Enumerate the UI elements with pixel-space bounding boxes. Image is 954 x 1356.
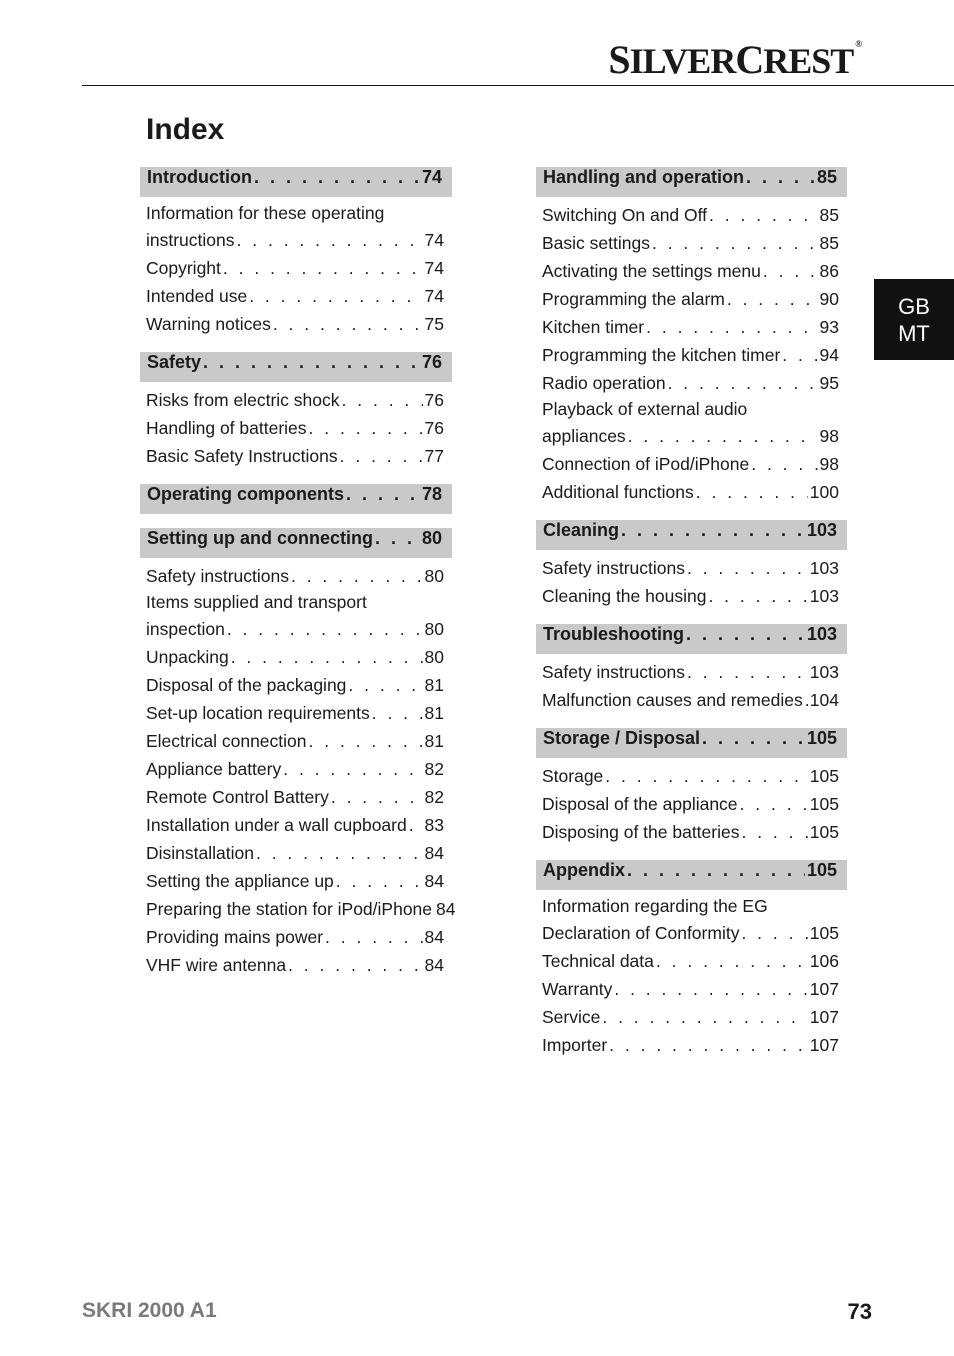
entry-text: Unpacking [146,647,229,667]
entry-text: Basic settings [542,233,650,253]
leader-dots [805,686,808,714]
brand-text: REST [763,41,854,81]
entry-page: 95 [819,373,839,393]
section-heading [140,528,452,558]
leader-dots [602,1003,807,1031]
entry-text: inspection [146,619,225,639]
leader-dots [746,167,815,188]
entry-text: Programming the alarm [542,289,725,309]
entry-row [542,554,839,582]
section-title: Operating components [147,484,345,504]
entry-page: 98 [819,426,839,446]
leader-dots [342,386,423,414]
entry-text: Programming the kitchen timer [542,345,781,365]
index-entry [146,201,444,254]
entry-row [146,923,444,951]
entry-list [140,197,452,338]
entry-page: 82 [424,759,444,779]
entry-page: 75 [424,314,444,334]
entry-list [140,382,452,470]
index-entry [542,313,839,341]
leader-dots [687,658,808,686]
index-entry [542,975,839,1003]
entry-text: Radio operation [542,373,666,393]
entry-page: 104 [809,690,839,710]
entry-text: Declaration of Conformity [542,923,740,943]
entry-text: Remote Control Battery [146,787,329,807]
entry-page: 84 [436,899,456,919]
entry-text: Setting the appliance up [146,871,334,891]
leader-dots [605,762,808,790]
leader-dots [614,975,807,1003]
registered-mark: ® [855,39,862,49]
index-entry [146,923,444,951]
entry-page: 107 [809,1035,839,1055]
leader-dots [336,867,423,895]
index-entry [146,727,444,755]
section-title: Troubleshooting [543,624,684,644]
entry-row [146,226,444,254]
section-title: Setting up and connecting [147,528,373,548]
entry-text: Handling of batteries [146,418,307,438]
index-entry [146,442,444,470]
entry-text-line: Items supplied and transport [146,592,367,612]
entry-text: Safety instructions [146,566,289,586]
entry-text: Basic Safety Instructions [146,446,338,466]
index-entry [146,783,444,811]
leader-dots [309,414,423,442]
entry-row [542,919,839,947]
entry-text: Importer [542,1035,608,1055]
leader-dots [702,728,805,749]
entry-row [146,839,444,867]
entry-text: Copyright [146,258,221,278]
leader-dots [348,671,422,699]
leader-dots [751,450,817,478]
entry-page: 86 [819,261,839,281]
entry-page: 107 [809,1007,839,1027]
entry-row [542,341,839,369]
index-entry [542,478,839,506]
leader-dots [203,352,420,373]
leader-dots [223,254,423,282]
entry-text: Providing mains power [146,927,324,947]
entry-row [146,386,444,414]
entry-text: Disposing of the batteries [542,822,740,842]
footer-model: SKRI 2000 A1 [82,1299,217,1322]
entry-row [146,727,444,755]
index-section [140,484,452,514]
entry-page: 84 [424,955,444,975]
section-page: 78 [421,484,442,504]
entry-row [542,1003,839,1031]
entry-text: appliances [542,426,626,446]
entry-page: 85 [819,205,839,225]
entry-row [542,285,839,313]
section-page: 103 [806,624,837,644]
section-page: 76 [421,352,442,372]
entry-page: 105 [809,794,839,814]
index-entry [542,1031,839,1059]
entry-page: 106 [809,951,839,971]
section-page: 80 [421,528,442,548]
entry-text: Technical data [542,951,654,971]
index-entry [542,947,839,975]
section-heading [536,728,847,758]
index-entry [542,762,839,790]
entry-text-line: Information for these operating [146,203,385,223]
index-entry [146,951,444,979]
entry-page: 84 [424,843,444,863]
entry-page: 85 [819,233,839,253]
index-section [140,167,452,338]
index-entry [542,790,839,818]
leader-dots [696,478,808,506]
section-title: Appendix [543,860,626,880]
index-entry [542,554,839,582]
entry-row [542,201,839,229]
entry-page: 103 [809,662,839,682]
entry-page: 81 [424,731,444,751]
leader-dots [627,860,805,881]
index-entry [542,450,839,478]
entry-row [542,947,839,975]
entry-row [146,895,456,923]
leader-dots [708,582,807,610]
index-entry [542,818,839,846]
entry-row [542,975,839,1003]
entry-text: Storage [542,766,604,786]
entry-text: Activating the settings menu [542,261,761,281]
index-entry [146,590,444,643]
index-entry [542,369,839,397]
entry-row [542,369,839,397]
entry-list [536,758,847,846]
index-entry [146,671,444,699]
section-page: 103 [806,520,837,540]
index-entry [146,282,444,310]
section-heading [536,624,847,654]
index-section [536,167,847,506]
entry-row [146,254,444,282]
index-entry [542,894,839,947]
index-column-right [536,167,847,1073]
entry-page: 98 [819,454,839,474]
leader-dots [621,520,805,541]
entry-text: Appliance battery [146,759,282,779]
entry-row [542,313,839,341]
entry-text: Cleaning the housing [542,586,707,606]
entry-page: 105 [809,923,839,943]
section-heading [536,860,847,890]
index-entry [146,895,456,923]
entry-text-line: Playback of external audio [542,399,748,419]
leader-dots [340,442,423,470]
entry-page: 80 [424,566,444,586]
entry-row [542,422,839,450]
leader-dots [740,790,808,818]
index-entry [542,229,839,257]
entry-page: 105 [809,766,839,786]
entry-row [146,867,444,895]
entry-text: Switching On and Off [542,205,708,225]
entry-text: Additional functions [542,482,694,502]
leader-dots [763,257,818,285]
entry-list [536,654,847,714]
entry-row [146,615,444,643]
entry-row [542,790,839,818]
entry-row [542,762,839,790]
entry-row [146,951,444,979]
section-title: Handling and operation [543,167,744,187]
entry-page: 81 [424,675,444,695]
brand-letter: C [735,37,764,82]
leader-dots [652,229,818,257]
leader-dots [283,755,422,783]
entry-page: 74 [424,286,444,306]
entry-text: Preparing the station for iPod/iPhone [146,899,433,919]
entry-text: Safety instructions [542,558,685,578]
entry-page: 74 [424,230,444,250]
leader-dots [409,811,423,839]
index-entry [146,699,444,727]
entry-page: 82 [424,787,444,807]
entry-text: Set-up location requirements [146,703,370,723]
entry-page: 81 [424,703,444,723]
entry-page: 74 [424,258,444,278]
entry-text: Electrical connection [146,731,307,751]
page-title: Index [146,113,225,146]
index-entry [146,386,444,414]
header-rule [82,85,954,86]
index-entry [542,686,839,714]
entry-list [536,197,847,506]
entry-row [146,643,444,671]
entry-row [146,811,444,839]
lang-code: MT [898,320,930,346]
section-title: Cleaning [543,520,620,540]
entry-page: 76 [424,390,444,410]
index-entry [542,341,839,369]
leader-dots [372,699,423,727]
entry-page: 93 [819,317,839,337]
entry-row [542,1031,839,1059]
index-entry [146,562,444,590]
entry-text-line: Information regarding the EG [542,896,768,916]
leader-dots [273,310,423,338]
leader-dots [668,369,818,397]
entry-page: 103 [809,558,839,578]
entry-page: 77 [424,446,444,466]
brand-text: ILVER [629,41,736,81]
entry-text: Installation under a wall cupboard [146,815,407,835]
section-page: 105 [806,860,837,880]
index-section [536,728,847,846]
entry-text: VHF wire antenna [146,955,287,975]
section-title: Storage / Disposal [543,728,701,748]
section-heading [140,484,452,514]
leader-dots [741,919,807,947]
leader-dots [254,167,420,188]
entry-page: 84 [424,927,444,947]
leader-dots [687,554,808,582]
entry-text: Warranty [542,979,613,999]
brand-letter: S [608,37,630,82]
entry-page: 105 [809,822,839,842]
entry-text: Intended use [146,286,248,306]
index-section [140,528,456,979]
entry-list [536,550,847,610]
leader-dots [256,839,423,867]
entry-row [146,699,444,727]
footer-page-number: 73 [847,1299,872,1324]
entry-text: Connection of iPod/iPhone [542,454,750,474]
brand-logo [608,37,862,82]
section-heading [140,352,452,382]
section-heading [536,520,847,550]
entry-row [542,686,839,714]
section-page: 85 [816,167,837,187]
leader-dots [288,951,422,979]
leader-dots [249,282,422,310]
index-entry [146,414,444,442]
index-section [536,520,847,610]
index-entry [146,839,444,867]
lang-code: GB [898,293,930,319]
section-title: Introduction [147,167,252,187]
section-title: Safety [147,352,202,372]
entry-page: 76 [424,418,444,438]
entry-row [146,671,444,699]
entry-list [140,558,456,979]
leader-dots [727,285,818,313]
entry-row [146,310,444,338]
index-entry [146,755,444,783]
section-page: 74 [421,167,442,187]
entry-row [542,478,839,506]
entry-row [542,818,839,846]
entry-page: 80 [424,647,444,667]
entry-row [542,450,839,478]
leader-dots [227,615,423,643]
entry-row [542,257,839,285]
leader-dots [237,226,423,254]
entry-row [146,414,444,442]
leader-dots [656,947,808,975]
leader-dots [782,341,817,369]
entry-row [542,658,839,686]
index-entry [542,1003,839,1031]
entry-text: Kitchen timer [542,317,645,337]
entry-page: 80 [424,619,444,639]
leader-dots [686,624,805,645]
section-heading [536,167,847,197]
entry-row [542,229,839,257]
language-tab [874,279,954,360]
index-entry [146,643,444,671]
entry-page: 107 [809,979,839,999]
entry-page: 90 [819,289,839,309]
leader-dots [309,727,423,755]
entry-row [146,442,444,470]
section-page: 105 [806,728,837,748]
leader-dots [709,201,817,229]
entry-text: Risks from electric shock [146,390,340,410]
index-entry [146,254,444,282]
entry-text: Disposal of the packaging [146,675,347,695]
index-entry [146,867,444,895]
entry-list [536,890,847,1059]
leader-dots [331,783,423,811]
entry-row [146,282,444,310]
leader-dots [741,818,807,846]
index-entry [146,811,444,839]
index-entry [146,310,444,338]
index-entry [542,397,839,450]
entry-text: Disposal of the appliance [542,794,738,814]
leader-dots [609,1031,808,1059]
entry-text: Service [542,1007,601,1027]
index-section [536,860,847,1059]
section-heading [140,167,452,197]
entry-row [146,783,444,811]
leader-dots [325,923,423,951]
entry-text: instructions [146,230,235,250]
leader-dots [646,313,817,341]
index-column-left [140,167,456,993]
entry-page: 94 [819,345,839,365]
entry-page: 100 [809,482,839,502]
entry-row [146,755,444,783]
leader-dots [375,528,420,549]
entry-text: Malfunction causes and remedies [542,690,803,710]
entry-text: Safety instructions [542,662,685,682]
index-entry [542,285,839,313]
index-section [140,352,452,470]
entry-page: 83 [424,815,444,835]
leader-dots [628,422,818,450]
leader-dots [291,562,423,590]
index-entry [542,582,839,610]
entry-page: 84 [424,871,444,891]
entry-text: Warning notices [146,314,271,334]
entry-row [146,562,444,590]
index-entry [542,201,839,229]
index-entry [542,658,839,686]
leader-dots [346,484,420,505]
index-entry [542,257,839,285]
entry-text: Disinstallation [146,843,254,863]
leader-dots [231,643,423,671]
index-section [536,624,847,714]
entry-row [542,582,839,610]
entry-page: 103 [809,586,839,606]
